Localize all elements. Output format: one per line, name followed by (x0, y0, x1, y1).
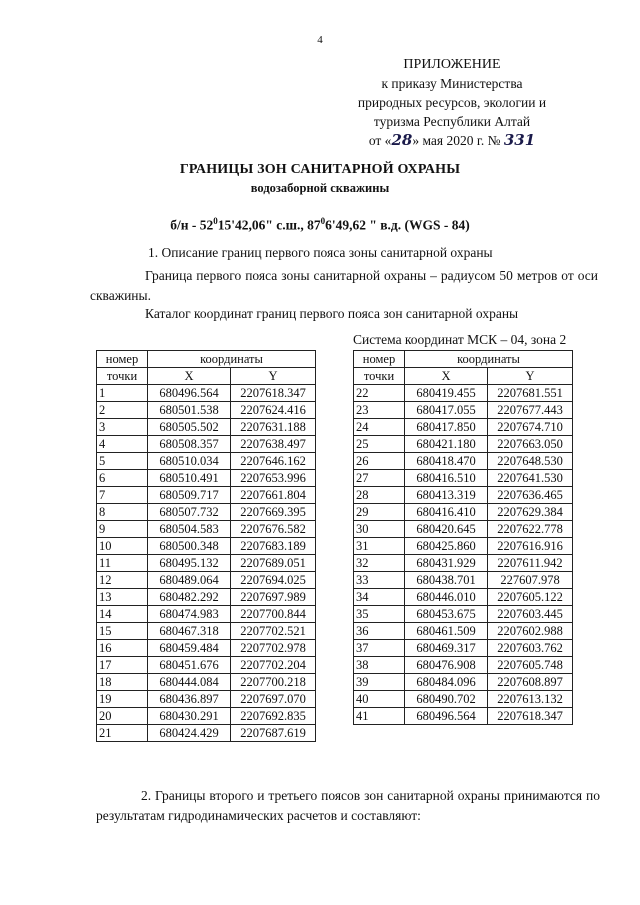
x-coordinate-cell: 680469.317 (405, 640, 488, 657)
point-number-cell: 1 (97, 385, 148, 402)
table-row (97, 436, 316, 453)
x-coordinate-cell: 680451.676 (148, 657, 231, 674)
point-number-cell: 6 (97, 470, 148, 487)
point-number-cell: 23 (354, 402, 405, 419)
point-number-cell: 18 (97, 674, 148, 691)
table-row (97, 555, 316, 572)
table-row (97, 606, 316, 623)
x-coordinate-cell: 680507.732 (148, 504, 231, 521)
x-coordinate-cell: 680418.470 (405, 453, 488, 470)
coords-c: 6'49,62 " в.д. (WGS - 84) (325, 217, 470, 233)
coords-deg1: 0 (213, 216, 218, 226)
y-coordinate-cell: 2207613.132 (488, 691, 573, 708)
x-coordinate-cell: 680459.484 (148, 640, 231, 657)
point-number-cell: 30 (354, 521, 405, 538)
header-num-line2: точки (354, 368, 405, 385)
point-number-cell: 32 (354, 555, 405, 572)
y-coordinate-cell: 2207692.835 (231, 708, 316, 725)
x-coordinate-cell: 680510.491 (148, 470, 231, 487)
catalog-table-left (96, 350, 316, 742)
date-suffix: » мая 2020 г. № (412, 133, 501, 148)
x-coordinate-cell: 680490.702 (405, 691, 488, 708)
table-row (354, 657, 573, 674)
point-number-cell: 21 (97, 725, 148, 742)
point-number-cell: 11 (97, 555, 148, 572)
header-x: X (148, 368, 231, 385)
table-row (354, 470, 573, 487)
table-row (354, 708, 573, 725)
table-row (97, 470, 316, 487)
x-coordinate-cell: 680508.357 (148, 436, 231, 453)
point-number-cell: 12 (97, 572, 148, 589)
date-prefix: от « (368, 133, 392, 148)
table-row (354, 487, 573, 504)
y-coordinate-cell: 227607.978 (488, 572, 573, 589)
y-coordinate-cell: 2207629.384 (488, 504, 573, 521)
point-number-cell: 22 (354, 385, 405, 402)
y-coordinate-cell: 2207677.443 (488, 402, 573, 419)
x-coordinate-cell: 680436.897 (148, 691, 231, 708)
point-number-cell: 41 (354, 708, 405, 725)
x-coordinate-cell: 680474.983 (148, 606, 231, 623)
point-number-cell: 20 (97, 708, 148, 725)
x-coordinate-cell: 680484.096 (405, 674, 488, 691)
table-row (97, 402, 316, 419)
x-coordinate-cell: 680416.410 (405, 504, 488, 521)
point-number-cell: 40 (354, 691, 405, 708)
x-coordinate-cell: 680413.319 (405, 487, 488, 504)
point-number-cell: 10 (97, 538, 148, 555)
point-number-cell: 2 (97, 402, 148, 419)
table-row (97, 487, 316, 504)
table-row (354, 402, 573, 419)
table-row (354, 606, 573, 623)
table-row (97, 521, 316, 538)
y-coordinate-cell: 2207603.762 (488, 640, 573, 657)
order-number: 331 (503, 131, 536, 149)
point-number-cell: 4 (97, 436, 148, 453)
x-coordinate-cell: 680438.701 (405, 572, 488, 589)
table-row (97, 385, 316, 402)
point-number-cell: 36 (354, 623, 405, 640)
x-coordinate-cell: 680504.583 (148, 521, 231, 538)
point-number-cell: 19 (97, 691, 148, 708)
header-coords: координаты (148, 351, 316, 368)
table-row (354, 521, 573, 538)
catalog-table-right (353, 350, 573, 725)
table-row (97, 708, 316, 725)
page-number: 4 (317, 34, 323, 46)
table-row (97, 691, 316, 708)
table-row (97, 504, 316, 521)
header-num-line1: номер (97, 351, 148, 368)
section-1-text: Граница первого пояса зоны санитарной охраны – радиусом 50 метров от оси скважины. (90, 268, 598, 303)
table-row (97, 538, 316, 555)
point-number-cell: 14 (97, 606, 148, 623)
x-coordinate-cell: 680467.318 (148, 623, 231, 640)
y-coordinate-cell: 2207683.189 (231, 538, 316, 555)
y-coordinate-cell: 2207702.978 (231, 640, 316, 657)
y-coordinate-cell: 2207646.162 (231, 453, 316, 470)
coords-a: б/н - 52 (170, 217, 214, 233)
appendix-date-line (322, 131, 582, 150)
y-coordinate-cell: 2207653.996 (231, 470, 316, 487)
header-num-line2: точки (97, 368, 148, 385)
y-coordinate-cell: 2207602.988 (488, 623, 573, 640)
table-row (354, 453, 573, 470)
y-coordinate-cell: 2207663.050 (488, 436, 573, 453)
x-coordinate-cell: 680417.055 (405, 402, 488, 419)
table-row (97, 419, 316, 436)
y-coordinate-cell: 2207618.347 (231, 385, 316, 402)
table-row (97, 453, 316, 470)
x-coordinate-cell: 680424.429 (148, 725, 231, 742)
table-row (354, 538, 573, 555)
header-x: X (405, 368, 488, 385)
document-subtitle: водозаборной скважины (250, 181, 390, 195)
point-number-cell: 28 (354, 487, 405, 504)
appendix-line-3: туризма Республики Алтай (373, 114, 531, 129)
point-number-cell: 29 (354, 504, 405, 521)
table-row (97, 725, 316, 742)
table-row (97, 657, 316, 674)
table-row (354, 572, 573, 589)
appendix-block (322, 55, 582, 150)
section-1-heading: 1. Описание границ первого пояса зоны санитарной охраны (148, 245, 493, 260)
y-coordinate-cell: 2207700.218 (231, 674, 316, 691)
point-number-cell: 33 (354, 572, 405, 589)
point-number-cell: 35 (354, 606, 405, 623)
x-coordinate-cell: 680496.564 (148, 385, 231, 402)
y-coordinate-cell: 2207687.619 (231, 725, 316, 742)
x-coordinate-cell: 680495.132 (148, 555, 231, 572)
table-row (354, 674, 573, 691)
y-coordinate-cell: 2207697.989 (231, 589, 316, 606)
point-number-cell: 17 (97, 657, 148, 674)
y-coordinate-cell: 2207674.710 (488, 419, 573, 436)
y-coordinate-cell: 2207669.395 (231, 504, 316, 521)
y-coordinate-cell: 2207624.416 (231, 402, 316, 419)
table-row (354, 504, 573, 521)
document-title: ГРАНИЦЫ ЗОН САНИТАРНОЙ ОХРАНЫ (179, 162, 461, 177)
x-coordinate-cell: 680501.538 (148, 402, 231, 419)
y-coordinate-cell: 2207676.582 (231, 521, 316, 538)
table-row (97, 572, 316, 589)
x-coordinate-cell: 680417.850 (405, 419, 488, 436)
x-coordinate-cell: 680421.180 (405, 436, 488, 453)
coords-deg2: 0 (320, 216, 326, 226)
catalog-rows-right (354, 385, 573, 725)
x-coordinate-cell: 680461.509 (405, 623, 488, 640)
point-number-cell: 8 (97, 504, 148, 521)
y-coordinate-cell: 2207622.778 (488, 521, 573, 538)
coord-system: Система координат МСК – 04, зона 2 (353, 332, 567, 347)
point-number-cell: 37 (354, 640, 405, 657)
point-number-cell: 13 (97, 589, 148, 606)
y-coordinate-cell: 2207608.897 (488, 674, 573, 691)
x-coordinate-cell: 680446.010 (405, 589, 488, 606)
x-coordinate-cell: 680482.292 (148, 589, 231, 606)
table-row (354, 691, 573, 708)
table-row (354, 419, 573, 436)
point-number-cell: 25 (354, 436, 405, 453)
point-number-cell: 26 (354, 453, 405, 470)
catalog-rows-left (97, 385, 316, 742)
header-num-line1: номер (354, 351, 405, 368)
appendix-line-2: природных ресурсов, экологии и (357, 95, 547, 110)
x-coordinate-cell: 680416.510 (405, 470, 488, 487)
y-coordinate-cell: 2207694.025 (231, 572, 316, 589)
y-coordinate-cell: 2207611.942 (488, 555, 573, 572)
point-number-cell: 15 (97, 623, 148, 640)
x-coordinate-cell: 680453.675 (405, 606, 488, 623)
table-row (354, 385, 573, 402)
x-coordinate-cell: 680489.064 (148, 572, 231, 589)
well-coordinates (0, 216, 640, 234)
y-coordinate-cell: 2207636.465 (488, 487, 573, 504)
point-number-cell: 27 (354, 470, 405, 487)
header-y: Y (231, 368, 316, 385)
appendix-line-1: к приказу Министерства (381, 76, 523, 91)
y-coordinate-cell: 2207638.497 (231, 436, 316, 453)
y-coordinate-cell: 2207605.748 (488, 657, 573, 674)
x-coordinate-cell: 680496.564 (405, 708, 488, 725)
x-coordinate-cell: 680505.502 (148, 419, 231, 436)
appendix-heading: ПРИЛОЖЕНИЕ (403, 57, 501, 72)
x-coordinate-cell: 680420.645 (405, 521, 488, 538)
point-number-cell: 31 (354, 538, 405, 555)
y-coordinate-cell: 2207697.070 (231, 691, 316, 708)
point-number-cell: 5 (97, 453, 148, 470)
point-number-cell: 7 (97, 487, 148, 504)
x-coordinate-cell: 680444.084 (148, 674, 231, 691)
x-coordinate-cell: 680425.860 (405, 538, 488, 555)
catalog-caption: Каталог координат границ первого пояса зон санитарной охраны (145, 306, 519, 321)
x-coordinate-cell: 680476.908 (405, 657, 488, 674)
point-number-cell: 34 (354, 589, 405, 606)
y-coordinate-cell: 2207618.347 (488, 708, 573, 725)
point-number-cell: 3 (97, 419, 148, 436)
date-day: 28 (391, 131, 413, 149)
table-row (354, 640, 573, 657)
table-row (97, 589, 316, 606)
y-coordinate-cell: 2207689.051 (231, 555, 316, 572)
y-coordinate-cell: 2207631.188 (231, 419, 316, 436)
y-coordinate-cell: 2207661.804 (231, 487, 316, 504)
table-row (354, 555, 573, 572)
table-row (97, 674, 316, 691)
point-number-cell: 38 (354, 657, 405, 674)
y-coordinate-cell: 2207702.204 (231, 657, 316, 674)
y-coordinate-cell: 2207641.530 (488, 470, 573, 487)
x-coordinate-cell: 680509.717 (148, 487, 231, 504)
y-coordinate-cell: 2207616.916 (488, 538, 573, 555)
table-row (354, 623, 573, 640)
section-2-text: 2. Границы второго и третьего поясов зон санитарной охраны принимаются по результатам гидродинамических расчетов и составляют: (96, 788, 600, 823)
y-coordinate-cell: 2207700.844 (231, 606, 316, 623)
point-number-cell: 9 (97, 521, 148, 538)
header-y: Y (488, 368, 573, 385)
y-coordinate-cell: 2207603.445 (488, 606, 573, 623)
table-row (354, 589, 573, 606)
point-number-cell: 16 (97, 640, 148, 657)
y-coordinate-cell: 2207605.122 (488, 589, 573, 606)
y-coordinate-cell: 2207648.530 (488, 453, 573, 470)
table-row (97, 640, 316, 657)
table-row (97, 623, 316, 640)
x-coordinate-cell: 680419.455 (405, 385, 488, 402)
point-number-cell: 24 (354, 419, 405, 436)
y-coordinate-cell: 2207702.521 (231, 623, 316, 640)
point-number-cell: 39 (354, 674, 405, 691)
header-coords: координаты (405, 351, 573, 368)
x-coordinate-cell: 680510.034 (148, 453, 231, 470)
table-row (354, 436, 573, 453)
coords-b: 15'42,06" с.ш., 87 (217, 217, 321, 233)
y-coordinate-cell: 2207681.551 (488, 385, 573, 402)
x-coordinate-cell: 680431.929 (405, 555, 488, 572)
x-coordinate-cell: 680500.348 (148, 538, 231, 555)
x-coordinate-cell: 680430.291 (148, 708, 231, 725)
